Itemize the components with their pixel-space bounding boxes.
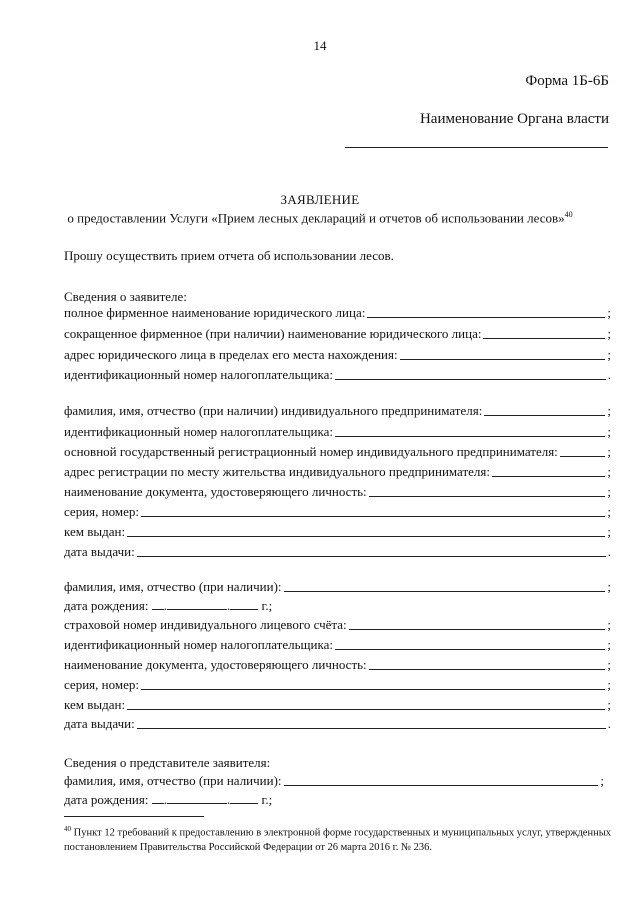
field-end: ; xyxy=(607,484,611,499)
field-end: . xyxy=(607,367,611,382)
field-end: . xyxy=(607,544,611,559)
birth-month-field[interactable] xyxy=(167,599,227,610)
field-label: идентификационный номер налогоплательщика: xyxy=(64,637,333,652)
person-inn-row xyxy=(64,637,611,653)
person-issued-by-row xyxy=(64,697,611,713)
field-label: фамилия, имя, отчество (при наличии) индивидуального предпринимателя: xyxy=(64,403,483,418)
page-number: 14 xyxy=(313,38,327,53)
field-end: ; xyxy=(607,677,611,692)
year-suffix: г.; xyxy=(261,598,273,613)
legal-address-field[interactable] xyxy=(400,358,606,360)
field-end: ; xyxy=(607,403,611,418)
field-end: ; xyxy=(607,326,611,341)
person-issued-by-field[interactable] xyxy=(127,708,605,710)
field-end: ; xyxy=(607,579,611,594)
field-end: ; xyxy=(607,464,611,479)
ie-fio-field[interactable] xyxy=(484,414,605,416)
field-label: серия, номер: xyxy=(64,504,139,519)
birth-year-field[interactable] xyxy=(230,599,258,610)
year-suffix: г.; xyxy=(261,792,273,807)
legal-inn-row xyxy=(64,367,611,383)
person-snils-field[interactable] xyxy=(349,628,606,630)
representative-header: Сведения о представителе заявителя: xyxy=(64,755,271,770)
ie-issued-by-row xyxy=(64,524,611,540)
ie-series-row xyxy=(64,504,611,520)
subtitle-text: о предоставлении Услуги «Прием лесных деклараций и отчетов об использовании лесов» xyxy=(67,210,565,226)
legal-short-name-row xyxy=(64,326,611,342)
legal-short-name-field[interactable] xyxy=(483,337,605,339)
applicant-header: Сведения о заявителе: xyxy=(64,289,187,304)
field-end: ; xyxy=(607,637,611,652)
ie-ogrnip-field[interactable] xyxy=(560,455,606,457)
field-label: фамилия, имя, отчество (при наличии): xyxy=(64,773,282,788)
field-end: ; xyxy=(607,305,611,320)
legal-inn-field[interactable] xyxy=(335,378,606,380)
field-label: сокращенное фирменное (при наличии) наименование юридического лица: xyxy=(64,326,482,341)
rep-birth-date-row: дата рождения: . . г.; xyxy=(64,792,273,807)
authority-name-field[interactable] xyxy=(345,147,608,148)
person-inn-field[interactable] xyxy=(335,648,605,650)
birth-day-field[interactable] xyxy=(152,599,164,610)
legal-full-name-row xyxy=(64,305,611,321)
ie-issue-date-field[interactable] xyxy=(137,555,606,557)
field-label: дата выдачи: xyxy=(64,544,135,559)
form-code: Форма 1Б-6Б xyxy=(525,73,609,89)
ie-doc-name-field[interactable] xyxy=(369,495,606,497)
field-end: ; xyxy=(607,424,611,439)
footnote xyxy=(64,822,611,855)
ie-doc-name-row xyxy=(64,484,611,500)
rep-fio-row xyxy=(64,773,604,789)
person-issue-date-row xyxy=(64,716,611,732)
field-label: фамилия, имя, отчество (при наличии): xyxy=(64,579,282,594)
field-end: ; xyxy=(607,617,611,632)
field-label: наименование документа, удостоверяющего личность: xyxy=(64,484,367,499)
footnote-number: 40 xyxy=(64,825,71,833)
legal-full-name-field[interactable] xyxy=(367,316,605,318)
person-fio-row xyxy=(64,579,611,595)
person-issue-date-field[interactable] xyxy=(137,727,606,729)
ie-inn-field[interactable] xyxy=(335,435,605,437)
person-series-field[interactable] xyxy=(141,688,605,690)
field-label: идентификационный номер налогоплательщика: xyxy=(64,367,333,382)
field-end: ; xyxy=(607,524,611,539)
document-subtitle xyxy=(0,210,640,226)
field-end: . xyxy=(607,716,611,731)
authority-label: Наименование Органа власти xyxy=(419,111,609,127)
field-label: наименование документа, удостоверяющего личность: xyxy=(64,657,367,672)
footnote-separator xyxy=(64,816,204,817)
field-end: ; xyxy=(607,697,611,712)
rep-fio-field[interactable] xyxy=(284,784,599,786)
field-label: дата выдачи: xyxy=(64,716,135,731)
field-label: дата рождения: xyxy=(64,598,149,613)
rep-birth-month-field[interactable] xyxy=(167,793,227,804)
footnote-text: Пункт 12 требований к предоставлению в электронной форме государственных и муниципальных услуг, утвержденных постановлением Правительства Российской Федерации от 26 марта 2016 г. № 236. xyxy=(64,827,611,853)
ie-issue-date-row xyxy=(64,544,611,560)
field-label: кем выдан: xyxy=(64,697,126,712)
ie-reg-address-field[interactable] xyxy=(492,475,605,477)
person-doc-name-field[interactable] xyxy=(369,668,606,670)
rep-birth-day-field[interactable] xyxy=(152,793,164,804)
field-end: ; xyxy=(607,657,611,672)
person-doc-name-row xyxy=(64,657,611,673)
person-fio-field[interactable] xyxy=(284,590,606,592)
ie-series-field[interactable] xyxy=(141,515,605,517)
ie-ogrnip-row xyxy=(64,444,611,460)
ie-inn-row xyxy=(64,424,611,440)
document-title: ЗАЯВЛЕНИЕ xyxy=(280,192,360,207)
field-end: ; xyxy=(607,504,611,519)
field-label: страховой номер индивидуального лицевого счёта: xyxy=(64,617,347,632)
ie-reg-address-row xyxy=(64,464,611,480)
person-series-row xyxy=(64,677,611,693)
rep-birth-year-field[interactable] xyxy=(230,793,258,804)
ie-issued-by-field[interactable] xyxy=(127,535,605,537)
field-end: ; xyxy=(607,444,611,459)
person-birth-date-row: дата рождения: . . г.; xyxy=(64,598,273,613)
footnote-ref: 40 xyxy=(564,210,573,219)
field-label: идентификационный номер налогоплательщика: xyxy=(64,424,333,439)
field-label: серия, номер: xyxy=(64,677,139,692)
field-label: дата рождения: xyxy=(64,792,149,807)
field-end: ; xyxy=(600,773,604,788)
field-label: адрес регистрации по месту жительства индивидуального предпринимателя: xyxy=(64,464,490,479)
field-label: основной государственный регистрационный номер индивидуального предпринимателя: xyxy=(64,444,558,459)
field-label: адрес юридического лица в пределах его места нахождения: xyxy=(64,347,398,362)
ie-fio-row xyxy=(64,403,611,419)
person-snils-row xyxy=(64,617,611,633)
field-label: кем выдан: xyxy=(64,524,126,539)
field-end: ; xyxy=(607,347,611,362)
request-text: Прошу осуществить прием отчета об использовании лесов. xyxy=(64,248,394,263)
field-label: полное фирменное наименование юридического лица: xyxy=(64,305,366,320)
legal-address-row xyxy=(64,347,611,363)
